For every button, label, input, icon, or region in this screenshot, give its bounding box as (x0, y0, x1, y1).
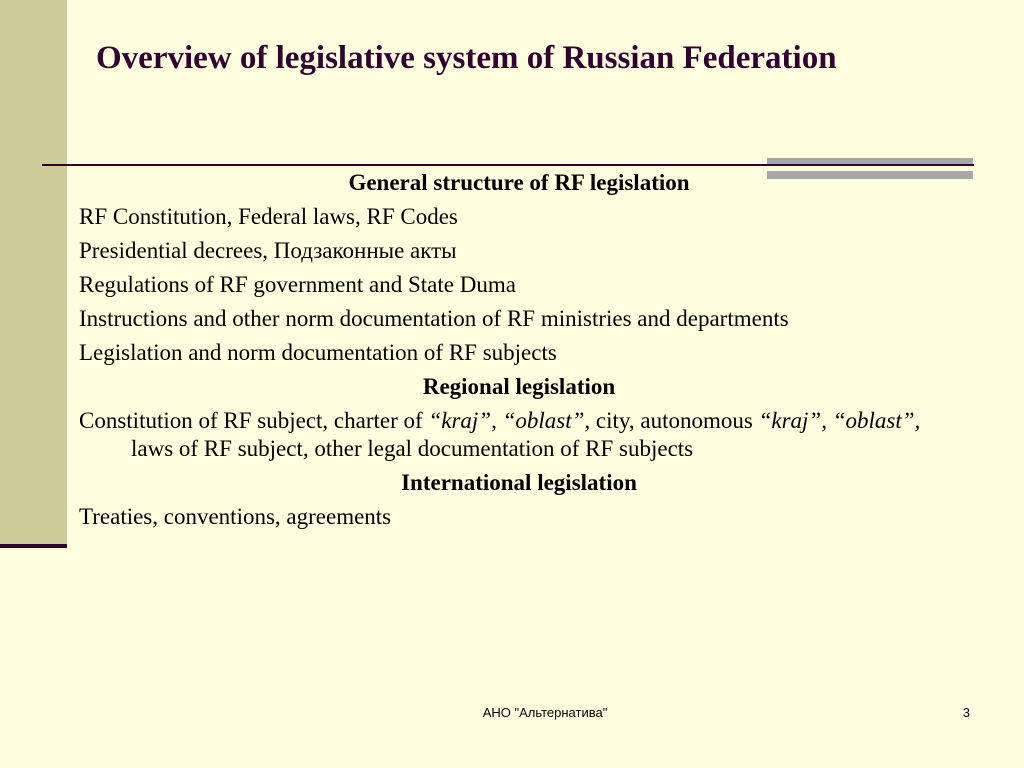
section-heading-general: General structure of RF legislation (348, 170, 690, 195)
section-heading-regional: Regional legislation (422, 374, 616, 399)
list-item: Treaties, conventions, agreements (79, 504, 392, 529)
footer-organization: АНО "Альтернатива" (482, 705, 608, 720)
slide-body (79, 169, 959, 537)
left-decorative-rule (0, 544, 67, 548)
page-number: 3 (962, 705, 970, 720)
regional-paragraph: Constitution of RF subject, charter of “kraj”, “oblast”, city, autonomous “kraj”, “oblast”, laws of RF subject, other legal documentation of RF subjects (79, 408, 921, 461)
list-item: Presidential decrees, Подзаконные акты (79, 238, 457, 263)
list-item: Legislation and norm documentation of RF subjects (79, 340, 557, 365)
list-item: Regulations of RF government and State Duma (79, 272, 516, 297)
left-decorative-band (0, 0, 67, 546)
section-heading-international: International legislation (401, 470, 637, 495)
slide-title: Overview of legislative system of Russian Federation (96, 40, 837, 76)
list-item: Instructions and other norm documentation of RF ministries and departments (79, 306, 789, 331)
list-item: RF Constitution, Federal laws, RF Codes (79, 204, 458, 229)
